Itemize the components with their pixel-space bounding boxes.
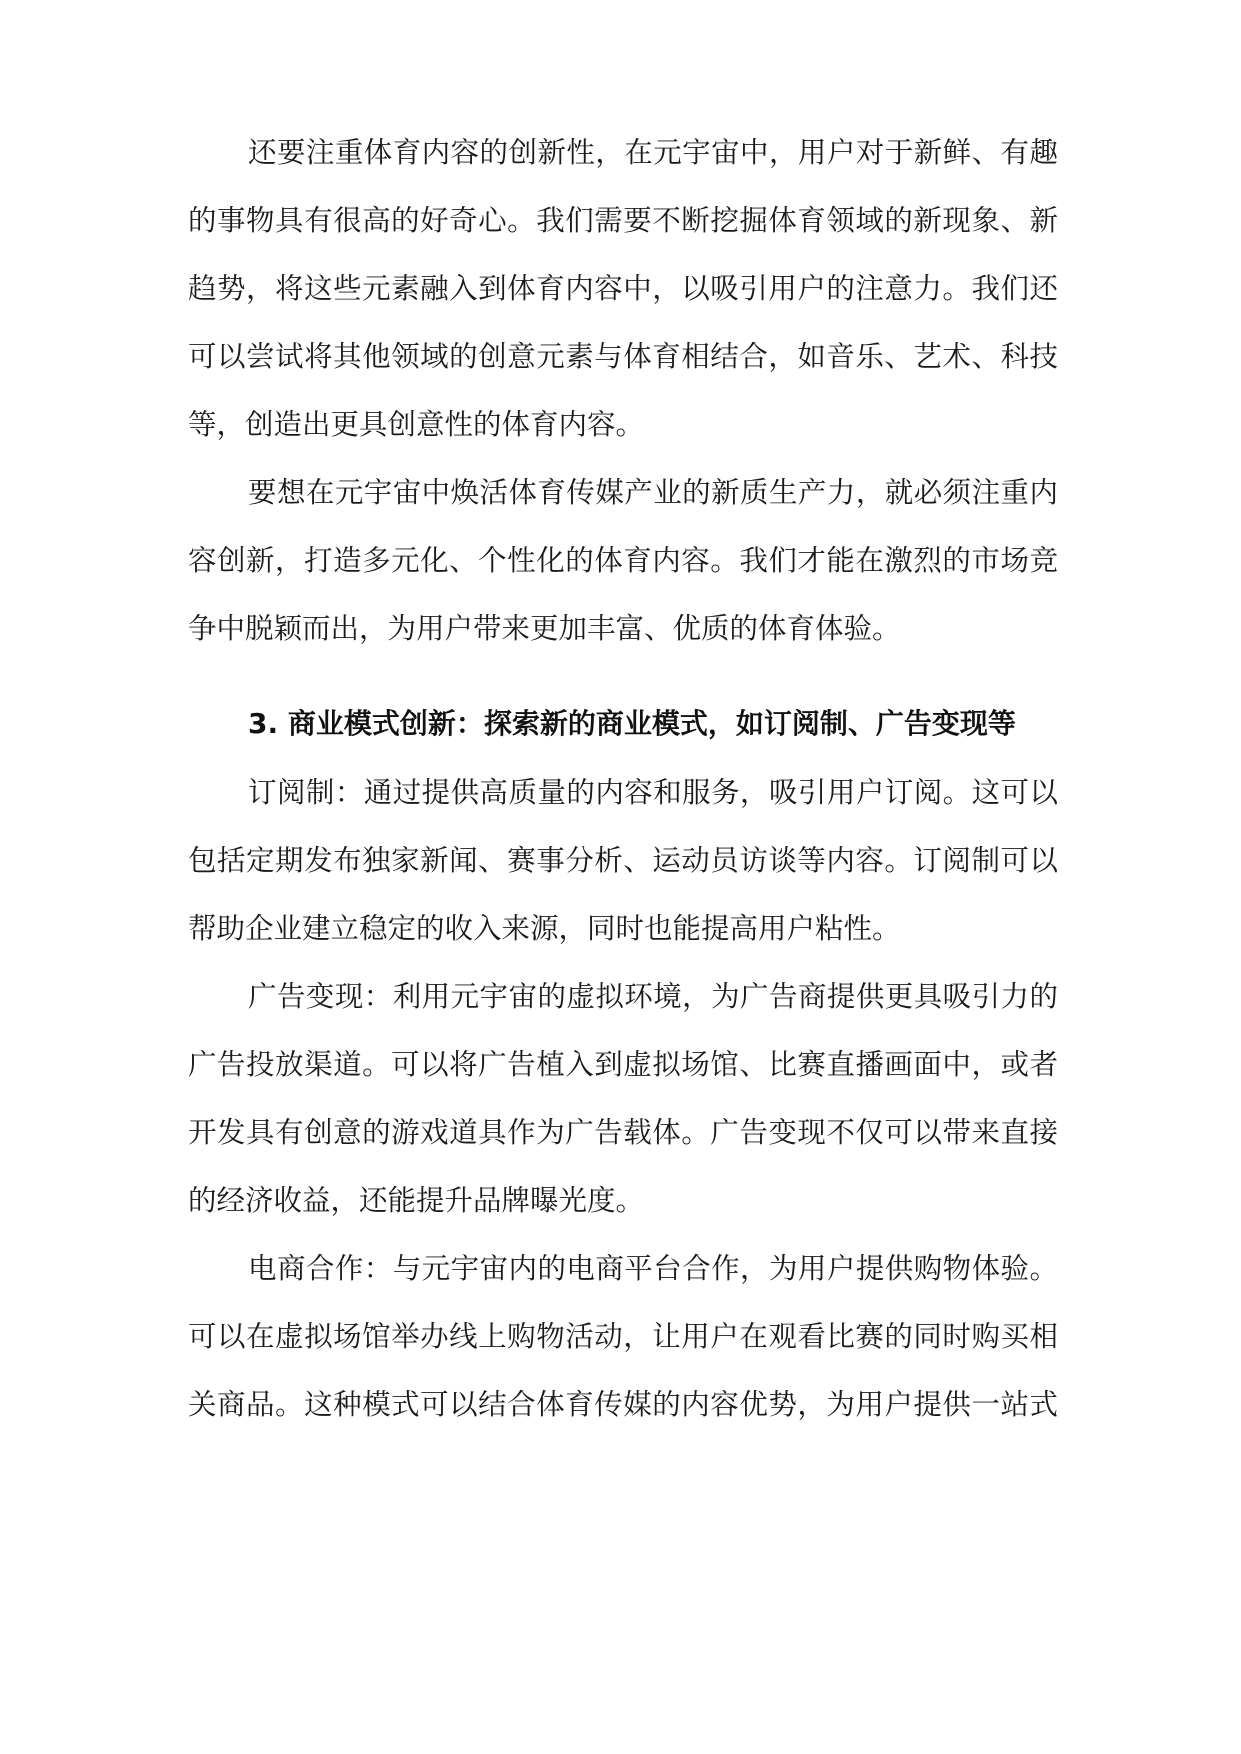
paragraph-line: 包括定期发布独家新闻、赛事分析、运动员访谈等内容。订阅制可以 [188,844,1058,877]
paragraph-line: 的事物具有很高的好奇心。我们需要不断挖掘体育领域的新现象、新 [188,204,1058,237]
paragraph-line: 还要注重体育内容的创新性，在元宇宙中，用户对于新鲜、有趣 [248,136,1058,169]
paragraph-line: 争中脱颖而出，为用户带来更加丰富、优质的体育体验。 [188,612,901,645]
paragraph-line: 开发具有创意的游戏道具作为广告载体。广告变现不仅可以带来直接 [188,1116,1058,1149]
paragraph-line: 订阅制：通过提供高质量的内容和服务，吸引用户订阅。这可以 [248,776,1058,809]
paragraph-line: 要想在元宇宙中焕活体育传媒产业的新质生产力，就必须注重内 [248,476,1058,509]
paragraph-line: 可以尝试将其他领域的创意元素与体育相结合，如音乐、艺术、科技 [188,340,1058,373]
paragraph-line: 广告投放渠道。可以将广告植入到虚拟场馆、比赛直播画面中，或者 [188,1048,1058,1081]
paragraph-line: 帮助企业建立稳定的收入来源，同时也能提高用户粘性。 [188,912,901,945]
paragraph-line: 可以在虚拟场馆举办线上购物活动，让用户在观看比赛的同时购买相 [188,1320,1058,1353]
paragraph-line: 趋势，将这些元素融入到体育内容中，以吸引用户的注意力。我们还 [188,272,1058,305]
paragraph-line: 关商品。这种模式可以结合体育传媒的内容优势，为用户提供一站式 [188,1388,1058,1421]
paragraph-line: 电商合作：与元宇宙内的电商平台合作，为用户提供购物体验。 [248,1252,1058,1285]
paragraph-line: 等，创造出更具创意性的体育内容。 [188,408,645,441]
paragraph-line: 的经济收益，还能提升品牌曝光度。 [188,1184,645,1217]
section-heading: 3. 商业模式创新：探索新的商业模式，如订阅制、广告变现等 [248,707,1016,740]
paragraph-line: 广告变现：利用元宇宙的虚拟环境，为广告商提供更具吸引力的 [248,980,1058,1013]
paragraph-line: 容创新，打造多元化、个性化的体育内容。我们才能在激烈的市场竞 [188,544,1058,577]
